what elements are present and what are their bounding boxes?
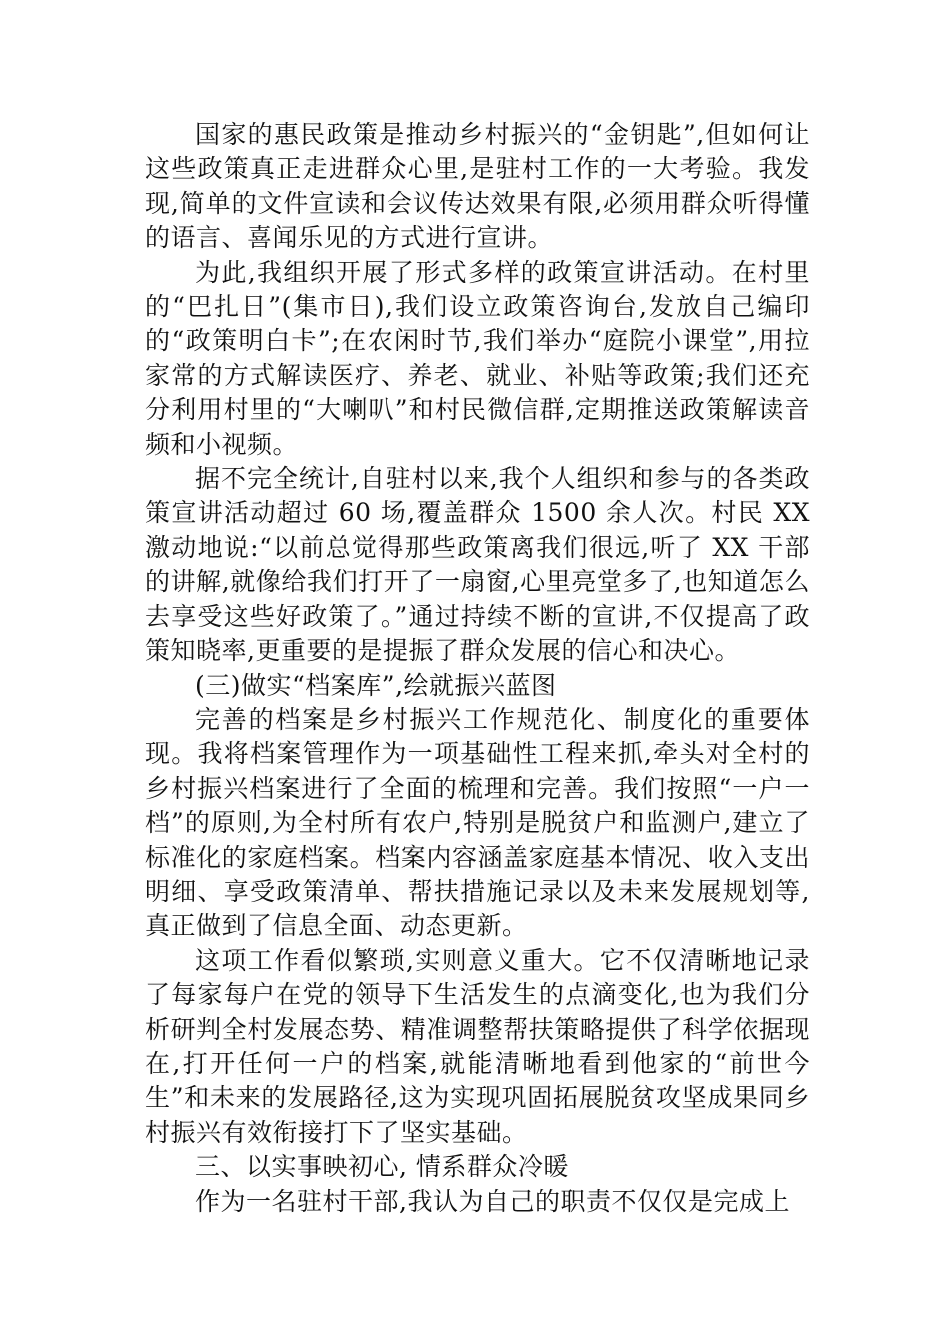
paragraph-archives-significance: 这项工作看似繁琐,实则意义重大。它不仅清晰地记录了每家每户在党的领导下生活发生的点滴变化,也为我们分析研判全村发展态势、精准调整帮扶策略提供了科学依据现在,打开任何一户的档案,就能清晰地看到他家的“前世今生”和未来的发展路径,这为实现巩固拓展脱贫攻坚成果同乡村振兴有效衔接打下了坚实基础。 [145, 945, 810, 1147]
paragraph-policy-intro: 国家的惠民政策是推动乡村振兴的“金钥匙”,但如何让这些政策真正走进群众心里,是驻村工作的一大考验。我发现,简单的文件宣读和会议传达效果有限,必须用群众听得懂的语言、喜闻乐见的方式进行宣讲。 [145, 120, 810, 253]
paragraph-part-three-start: 作为一名驻村干部,我认为自己的职责不仅仅是完成上 [195, 1186, 790, 1216]
document-body [145, 118, 810, 1219]
paragraph-archives-intro: 完善的档案是乡村振兴工作规范化、制度化的重要体现。我将档案管理作为一项基础性工程来抓,牵头对全村的乡村振兴档案进行了全面的梳理和完善。我们按照“一户一档”的原则,为全村所有农户,特别是脱贫户和监测户,建立了标准化的家庭档案。档案内容涵盖家庭基本情况、收入支出明细、享受政策清单、帮扶措施记录以及未来发展规划等,真正做到了信息全面、动态更新。 [145, 704, 810, 941]
paragraph-policy-activities: 为此,我组织开展了形式多样的政策宣讲活动。在村里的“巴扎日”(集市日),我们设立政策咨询台,发放自己编印的“政策明白卡”;在农闲时节,我们举办“庭院小课堂”,用拉家常的方式解读医疗、养老、就业、补贴等政策;我们还充分利用村里的“大喇叭”和村民微信群,定期推送政策解读音频和小视频。 [145, 257, 810, 459]
section-heading-archives: (三)做实“档案库”,绘就振兴蓝图 [195, 670, 557, 700]
section-heading-part-three: 三、以实事映初心, 情系群众冷暖 [195, 1152, 569, 1182]
paragraph-policy-statistics: 据不完全统计,自驻村以来,我个人组织和参与的各类政策宣讲活动超过 60 场,覆盖群众 1500 余人次。村民 XX 激动地说:“以前总觉得那些政策离我们很远,听了 XX 干部的讲解,就像给我们打开了一扇窗,心里亮堂多了,也知道怎么去享受这些好政策了。”通过持续不断的宣讲,不仅提高了政策知晓率,更重要的是提振了群众发展的信心和决心。 [145, 464, 810, 666]
